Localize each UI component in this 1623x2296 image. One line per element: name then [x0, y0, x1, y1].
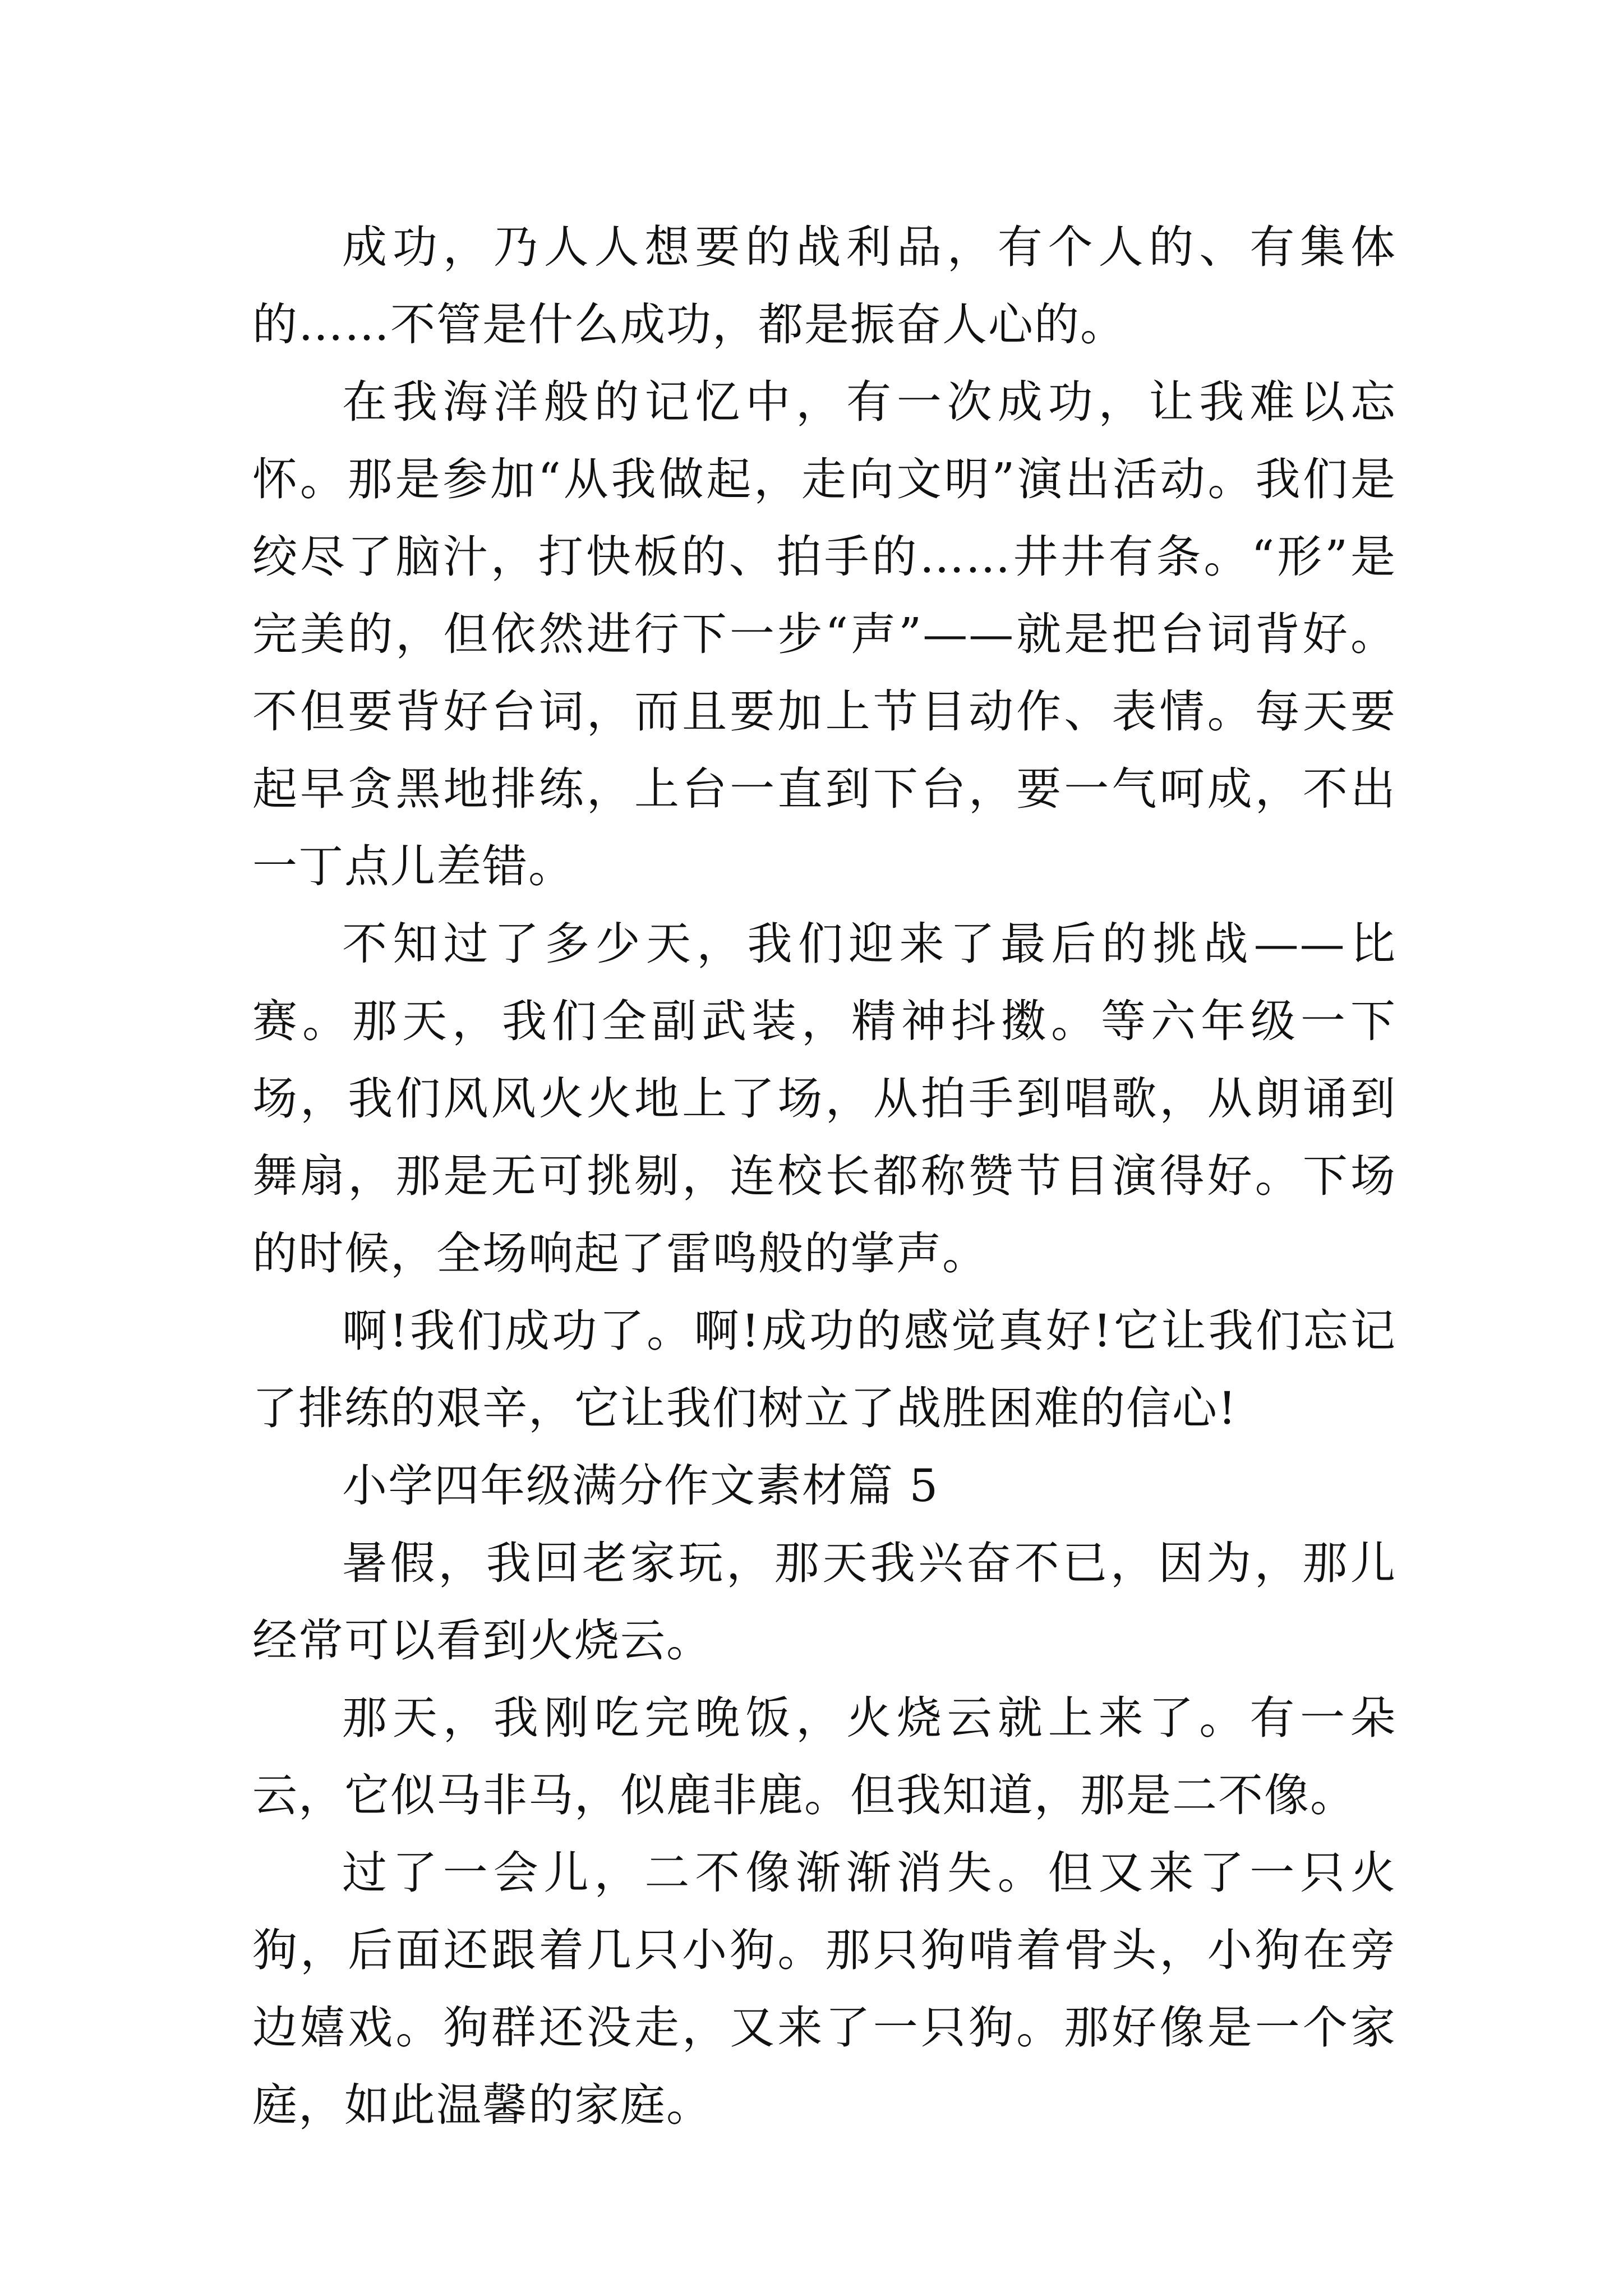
- paragraph: 在我海洋般的记忆中，有一次成功，让我难以忘怀。那是参加“从我做起，走向文明”演出活动。我们是绞尽了脑汁，打快板的、拍手的……井井有条。“形”是完美的，但依然进行下一步“声”——就是把台词背好。不但要背好台词，而且要加上节目动作、表情。每天要起早贪黑地排练，上台一直到下台，要一气呵成，不出一丁点儿差错。: [252, 376, 1396, 892]
- document-body: [252, 209, 1396, 2144]
- paragraph: 暑假，我回老家玩，那天我兴奋不已，因为，那儿经常可以看到火烧云。: [252, 1537, 1396, 1667]
- section-heading: 小学四年级满分作文素材篇 5: [342, 1460, 939, 1512]
- paragraph: 啊!我们成功了。啊!成功的感觉真好!它让我们忘记了排练的艰辛，它让我们树立了战胜困难的信心!: [252, 1305, 1396, 1434]
- paragraph: 不知过了多少天，我们迎来了最后的挑战——比赛。那天，我们全副武装，精神抖擞。等六年级一下场，我们风风火火地上了场，从拍手到唱歌，从朗诵到舞扇，那是无可挑剔，连校长都称赞节目演得好。下场的时候，全场响起了雷鸣般的掌声。: [252, 918, 1396, 1280]
- paragraph: 成功，乃人人想要的战利品，有个人的、有集体的……不管是什么成功，都是振奋人心的。: [252, 221, 1396, 351]
- paragraph: 那天，我刚吃完晚饭，火烧云就上来了。有一朵云，它似马非马，似鹿非鹿。但我知道，那是二不像。: [252, 1692, 1396, 1821]
- paragraph: 过了一会儿，二不像渐渐消失。但又来了一只火狗，后面还跟着几只小狗。那只狗啃着骨头，小狗在旁边嬉戏。狗群还没走，又来了一只狗。那好像是一个家庭，如此温馨的家庭。: [252, 1847, 1396, 2131]
